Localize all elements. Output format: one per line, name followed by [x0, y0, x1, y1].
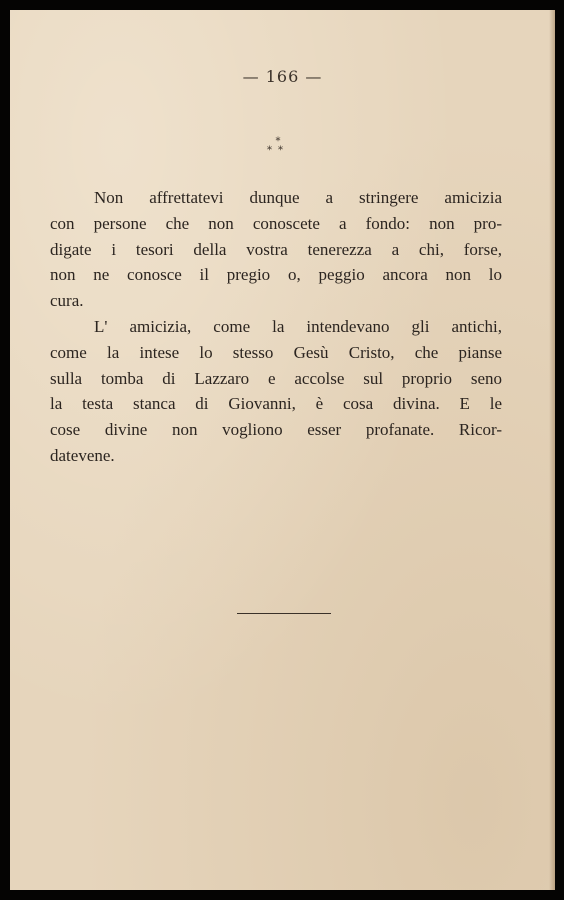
- closing-rule: [237, 613, 331, 614]
- asterism-star-top: *: [275, 136, 281, 147]
- text-line: cose divine non vogliono esser profanate. Ricor-: [50, 420, 502, 440]
- text-line: L' amicizia, come la intendevano gli antichi,: [94, 316, 502, 336]
- paragraph-2: [50, 314, 502, 469]
- asterism-stars-bottom: **: [267, 145, 289, 156]
- text-line: digate i tesori della vostra tenerezza a chi, forse,: [50, 239, 502, 259]
- text-line: come la intese lo stesso Gesù Cristo, che pianse: [50, 342, 502, 362]
- book-page: [10, 10, 555, 890]
- text-line: datevene.: [50, 445, 115, 465]
- body-text: [50, 185, 502, 469]
- text-line: non ne conosce il pregio o, peggio ancora non lo: [50, 265, 502, 285]
- page-number: — 166 —: [242, 67, 323, 86]
- text-line: la testa stanca di Giovanni, è cosa divina. E le: [50, 394, 502, 414]
- text-line: sulla tomba di Lazzaro e accolse sul proprio seno: [50, 368, 502, 388]
- asterism-separator: [10, 136, 555, 158]
- text-line: Non affrettatevi dunque a stringere amicizia: [94, 188, 502, 207]
- paragraph-1: [50, 185, 502, 314]
- text-line: con persone che non conoscete a fondo: non pro-: [50, 213, 502, 233]
- text-line: cura.: [50, 291, 84, 311]
